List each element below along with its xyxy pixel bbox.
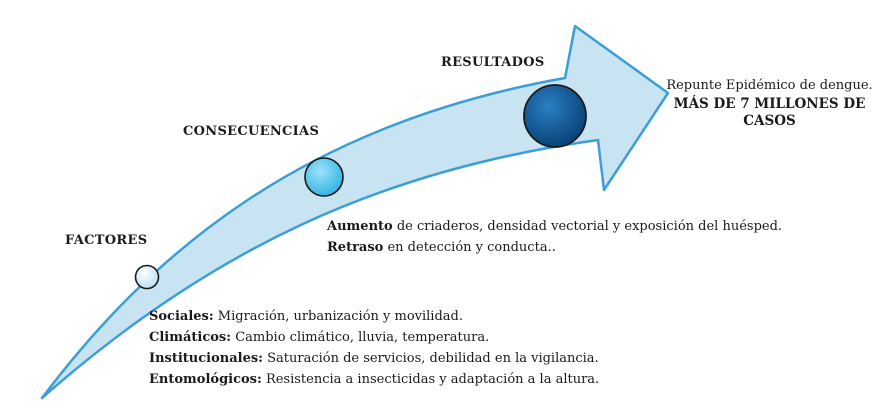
stage-label-consecuencias: CONSECUENCIAS (183, 124, 320, 139)
result-block (662, 78, 877, 130)
factor-line-climaticos: Climáticos: Cambio climático, lluvia, temperatura. (149, 330, 490, 345)
result-headline (662, 96, 877, 130)
factores-details (149, 306, 599, 390)
factor-line-sociales: Sociales: Migración, urbanización y movilidad. (149, 309, 463, 324)
consecuencia-line-2: Retraso en detección y conducta.. (327, 240, 556, 255)
stage-label-resultados: RESULTADOS (441, 55, 545, 70)
result-headline-line1: MÁS DE 7 MILLONES DE (673, 96, 866, 112)
stage-circle-medium (305, 158, 343, 196)
consecuencias-details (327, 216, 782, 258)
factor-line-institucionales: Institucionales: Saturación de servicios, debilidad en la vigilancia. (149, 351, 599, 366)
stage-circle-large (524, 85, 586, 147)
result-headline-line2: CASOS (743, 113, 796, 129)
factor-line-entomologicos: Entomológicos: Resistencia a insecticidas y adaptación a la altura. (149, 372, 600, 387)
consecuencia-line-1: Aumento de criaderos, densidad vectorial y exposición del huésped. (327, 219, 783, 234)
stage-circle-small (136, 266, 159, 289)
result-subtitle: Repunte Epidémico de dengue. (666, 78, 873, 93)
stage-label-factores: FACTORES (65, 233, 148, 248)
